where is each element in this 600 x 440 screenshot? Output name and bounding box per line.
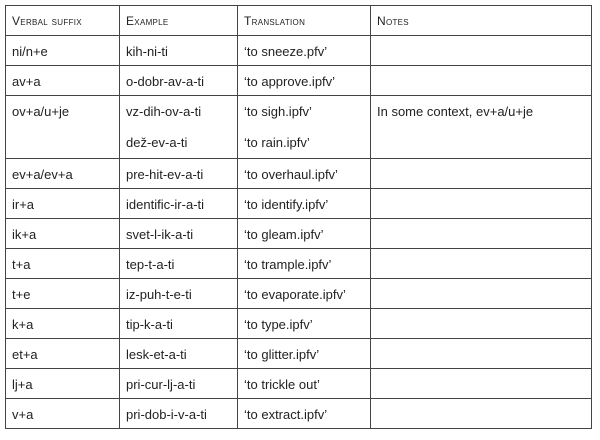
notes-cell bbox=[371, 219, 592, 249]
example-cell: pri-dob-i-v-a-ti bbox=[120, 399, 238, 429]
suffix-cell: ik+a bbox=[6, 219, 120, 249]
example-cell: iz-puh-t-e-ti bbox=[120, 279, 238, 309]
table-row bbox=[6, 279, 592, 309]
header-notes: Notes bbox=[371, 6, 592, 36]
example-line-1: vz-dih-ov-a-ti bbox=[126, 104, 202, 119]
table-row bbox=[6, 399, 592, 429]
header-suffix: Verbal suffix bbox=[6, 6, 120, 36]
translation-cell: ‘to gleam.ipfv’ bbox=[238, 219, 371, 249]
translation-line-2: ‘to rain.ipfv’ bbox=[244, 135, 310, 150]
suffix-cell: v+a bbox=[6, 399, 120, 429]
example-line-2: dež-ev-a-ti bbox=[126, 135, 188, 150]
translation-cell: ‘to glitter.ipfv’ bbox=[238, 339, 371, 369]
example-cell: pre-hit-ev-a-ti bbox=[120, 159, 238, 189]
notes-cell bbox=[371, 339, 592, 369]
translation-cell bbox=[238, 96, 371, 159]
notes-cell bbox=[371, 189, 592, 219]
translation-cell: ‘to overhaul.ipfv’ bbox=[238, 159, 371, 189]
suffix-cell: ir+a bbox=[6, 189, 120, 219]
notes-cell bbox=[371, 159, 592, 189]
example-cell: svet-l-ik-a-ti bbox=[120, 219, 238, 249]
example-cell: pri-cur-lj-a-ti bbox=[120, 369, 238, 399]
example-cell: lesk-et-a-ti bbox=[120, 339, 238, 369]
suffix-cell: av+a bbox=[6, 66, 120, 96]
translation-cell: ‘to trickle out’ bbox=[238, 369, 371, 399]
translation-cell: ‘to sneeze.pfv’ bbox=[238, 36, 371, 66]
translation-cell: ‘to extract.ipfv’ bbox=[238, 399, 371, 429]
translation-line-1: ‘to sigh.ipfv’ bbox=[244, 104, 312, 119]
notes-cell bbox=[371, 369, 592, 399]
table-row bbox=[6, 369, 592, 399]
example-cell: tep-t-a-ti bbox=[120, 249, 238, 279]
header-translation: Translation bbox=[238, 6, 371, 36]
translation-cell: ‘to identify.ipfv’ bbox=[238, 189, 371, 219]
table-row bbox=[6, 249, 592, 279]
notes-cell bbox=[371, 36, 592, 66]
notes-cell: In some context, ev+a/u+je bbox=[371, 96, 592, 159]
table-row bbox=[6, 309, 592, 339]
header-example: Example bbox=[120, 6, 238, 36]
example-cell: tip-k-a-ti bbox=[120, 309, 238, 339]
table-row bbox=[6, 189, 592, 219]
example-cell bbox=[120, 96, 238, 159]
notes-cell bbox=[371, 66, 592, 96]
table-row bbox=[6, 219, 592, 249]
table-row bbox=[6, 339, 592, 369]
table-row bbox=[6, 36, 592, 66]
example-cell: identific-ir-a-ti bbox=[120, 189, 238, 219]
notes-cell bbox=[371, 249, 592, 279]
suffix-cell: lj+a bbox=[6, 369, 120, 399]
verbal-suffix-table bbox=[5, 5, 592, 429]
table-row bbox=[6, 96, 592, 159]
translation-cell: ‘to trample.ipfv’ bbox=[238, 249, 371, 279]
example-cell: kih-ni-ti bbox=[120, 36, 238, 66]
suffix-cell: t+a bbox=[6, 249, 120, 279]
table-row bbox=[6, 159, 592, 189]
translation-cell: ‘to type.ipfv’ bbox=[238, 309, 371, 339]
notes-cell bbox=[371, 279, 592, 309]
notes-cell bbox=[371, 309, 592, 339]
table-row bbox=[6, 66, 592, 96]
suffix-cell: ev+a/ev+a bbox=[6, 159, 120, 189]
notes-cell bbox=[371, 399, 592, 429]
suffix-cell: t+e bbox=[6, 279, 120, 309]
suffix-cell: et+a bbox=[6, 339, 120, 369]
example-cell: o-dobr-av-a-ti bbox=[120, 66, 238, 96]
suffix-cell: ov+a/u+je bbox=[6, 96, 120, 159]
translation-cell: ‘to approve.ipfv’ bbox=[238, 66, 371, 96]
suffix-cell: ni/n+e bbox=[6, 36, 120, 66]
suffix-cell: k+a bbox=[6, 309, 120, 339]
translation-cell: ‘to evaporate.ipfv’ bbox=[238, 279, 371, 309]
header-row bbox=[6, 6, 592, 36]
